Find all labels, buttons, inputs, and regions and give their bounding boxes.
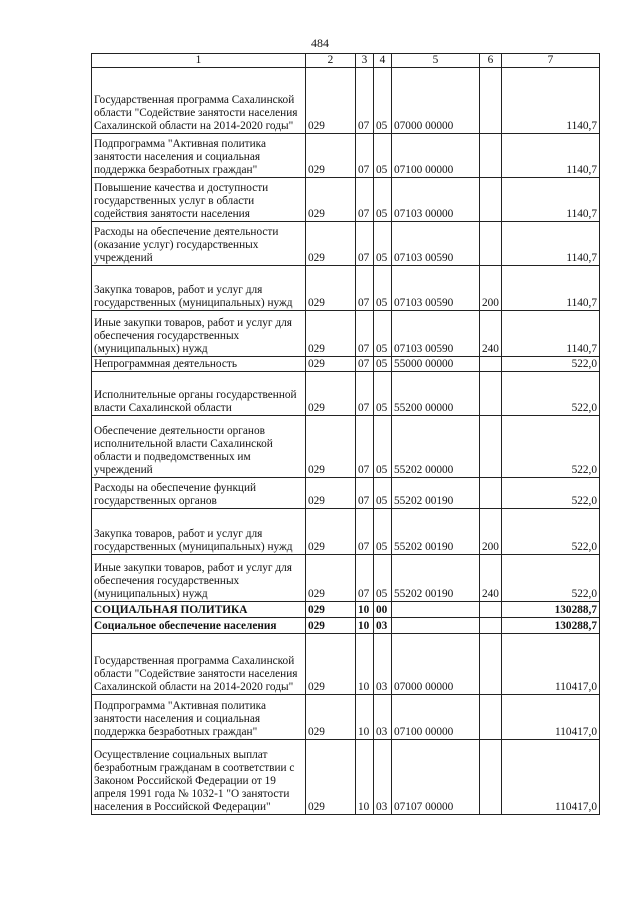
row-target-article: 07103 00590 [392, 222, 480, 266]
table-row [92, 357, 600, 372]
row-expense-type [480, 178, 502, 222]
row-name: Осуществление социальных выплат безработным гражданам в соответствии с Законом Российской Федерации от 19 апреля 1991 года № 1032-1 "О занятости населения в Российской Федерации" [92, 740, 306, 815]
row-subsection-code: 05 [374, 134, 392, 178]
page-number: 484 [311, 36, 329, 50]
row-target-article: 07103 00000 [392, 178, 480, 222]
row-name: Обеспечение деятельности органов исполнительной власти Сахалинской области и подведомственных им учреждений [92, 416, 306, 478]
table-row [92, 602, 600, 618]
row-ved-code: 029 [306, 695, 356, 740]
row-amount: 522,0 [502, 357, 600, 372]
row-subsection-code: 05 [374, 555, 392, 602]
row-target-article: 07000 00000 [392, 68, 480, 134]
table-row [92, 740, 600, 815]
row-section-code: 10 [356, 695, 374, 740]
row-amount: 130288,7 [502, 618, 600, 634]
row-ved-code: 029 [306, 372, 356, 416]
row-expense-type [480, 602, 502, 618]
row-expense-type [480, 222, 502, 266]
row-subsection-code: 05 [374, 478, 392, 509]
row-target-article: 07100 00000 [392, 134, 480, 178]
row-subsection-code: 05 [374, 416, 392, 478]
row-section-code: 07 [356, 68, 374, 134]
row-ved-code: 029 [306, 602, 356, 618]
row-ved-code: 029 [306, 509, 356, 555]
row-expense-type [480, 357, 502, 372]
row-target-article: 55202 00190 [392, 478, 480, 509]
row-name: Государственная программа Сахалинской области "Содействие занятости населения Сахалинской области на 2014-2020 годы" [92, 68, 306, 134]
row-expense-type [480, 134, 502, 178]
row-subsection-code: 03 [374, 740, 392, 815]
row-section-code: 10 [356, 634, 374, 695]
row-section-code: 10 [356, 602, 374, 618]
row-target-article: 55202 00190 [392, 509, 480, 555]
header-col-7: 7 [502, 54, 600, 68]
row-section-code: 07 [356, 222, 374, 266]
row-amount: 1140,7 [502, 311, 600, 357]
row-expense-type [480, 68, 502, 134]
row-section-code: 07 [356, 357, 374, 372]
header-col-3: 3 [356, 54, 374, 68]
row-name: Социальное обеспечение населения [92, 618, 306, 634]
row-subsection-code: 05 [374, 178, 392, 222]
table-row [92, 416, 600, 478]
row-name: Повышение качества и доступности государственных услуг в области содействия занятости населения [92, 178, 306, 222]
row-amount: 1140,7 [502, 266, 600, 311]
row-target-article [392, 602, 480, 618]
row-expense-type [480, 740, 502, 815]
header-row [92, 54, 600, 68]
table-row [92, 618, 600, 634]
row-ved-code: 029 [306, 266, 356, 311]
row-section-code: 07 [356, 134, 374, 178]
row-ved-code: 029 [306, 68, 356, 134]
row-amount: 110417,0 [502, 634, 600, 695]
row-amount: 110417,0 [502, 695, 600, 740]
row-subsection-code: 05 [374, 266, 392, 311]
row-subsection-code: 03 [374, 634, 392, 695]
row-name: Подпрограмма "Активная политика занятости населения и социальная поддержка безработных граждан" [92, 695, 306, 740]
row-section-code: 07 [356, 266, 374, 311]
budget-table [91, 53, 600, 815]
row-target-article: 07100 00000 [392, 695, 480, 740]
row-section-code: 07 [356, 509, 374, 555]
header-col-6: 6 [480, 54, 502, 68]
row-target-article: 07103 00590 [392, 311, 480, 357]
row-target-article: 55202 00190 [392, 555, 480, 602]
row-amount: 522,0 [502, 478, 600, 509]
header-col-5: 5 [392, 54, 480, 68]
row-ved-code: 029 [306, 134, 356, 178]
row-subsection-code: 05 [374, 372, 392, 416]
row-subsection-code: 05 [374, 311, 392, 357]
row-amount: 522,0 [502, 372, 600, 416]
row-amount: 1140,7 [502, 134, 600, 178]
row-ved-code: 029 [306, 222, 356, 266]
row-amount: 130288,7 [502, 602, 600, 618]
row-ved-code: 029 [306, 311, 356, 357]
row-amount: 522,0 [502, 509, 600, 555]
row-expense-type [480, 634, 502, 695]
row-target-article: 07000 00000 [392, 634, 480, 695]
row-name: СОЦИАЛЬНАЯ ПОЛИТИКА [92, 602, 306, 618]
row-target-article [392, 618, 480, 634]
row-amount: 1140,7 [502, 178, 600, 222]
row-target-article: 07103 00590 [392, 266, 480, 311]
row-expense-type: 200 [480, 266, 502, 311]
row-expense-type: 240 [480, 555, 502, 602]
row-subsection-code: 00 [374, 602, 392, 618]
row-name: Подпрограмма "Активная политика занятости населения и социальная поддержка безработных граждан" [92, 134, 306, 178]
row-ved-code: 029 [306, 178, 356, 222]
header-col-2: 2 [306, 54, 356, 68]
row-target-article: 55000 00000 [392, 357, 480, 372]
table-row [92, 68, 600, 134]
row-section-code: 07 [356, 416, 374, 478]
table-row [92, 134, 600, 178]
header-col-4: 4 [374, 54, 392, 68]
table-row [92, 478, 600, 509]
row-target-article: 55200 00000 [392, 372, 480, 416]
row-ved-code: 029 [306, 555, 356, 602]
row-subsection-code: 05 [374, 68, 392, 134]
row-name: Иные закупки товаров, работ и услуг для обеспечения государственных (муниципальных) нужд [92, 311, 306, 357]
row-section-code: 07 [356, 372, 374, 416]
row-amount: 110417,0 [502, 740, 600, 815]
row-amount: 1140,7 [502, 68, 600, 134]
row-expense-type: 200 [480, 509, 502, 555]
table-row [92, 695, 600, 740]
table-row [92, 372, 600, 416]
row-name: Закупка товаров, работ и услуг для государственных (муниципальных) нужд [92, 266, 306, 311]
table-row [92, 634, 600, 695]
row-amount: 522,0 [502, 416, 600, 478]
table-row [92, 266, 600, 311]
row-ved-code: 029 [306, 416, 356, 478]
row-section-code: 10 [356, 618, 374, 634]
row-subsection-code: 03 [374, 695, 392, 740]
row-amount: 522,0 [502, 555, 600, 602]
table-row [92, 178, 600, 222]
row-subsection-code: 05 [374, 222, 392, 266]
row-name: Иные закупки товаров, работ и услуг для обеспечения государственных (муниципальных) нужд [92, 555, 306, 602]
row-expense-type [480, 416, 502, 478]
table-body [92, 68, 600, 815]
table-row [92, 509, 600, 555]
row-subsection-code: 03 [374, 618, 392, 634]
row-ved-code: 029 [306, 740, 356, 815]
row-ved-code: 029 [306, 357, 356, 372]
row-expense-type: 240 [480, 311, 502, 357]
table-row [92, 222, 600, 266]
row-expense-type [480, 372, 502, 416]
row-ved-code: 029 [306, 618, 356, 634]
row-section-code: 07 [356, 478, 374, 509]
table-row [92, 311, 600, 357]
row-name: Государственная программа Сахалинской области "Содействие занятости населения Сахалинской области на 2014-2020 годы" [92, 634, 306, 695]
row-section-code: 07 [356, 178, 374, 222]
row-section-code: 10 [356, 740, 374, 815]
row-target-article: 07107 00000 [392, 740, 480, 815]
row-name: Непрограммная деятельность [92, 357, 306, 372]
row-expense-type [480, 695, 502, 740]
header-col-1: 1 [92, 54, 306, 68]
row-ved-code: 029 [306, 634, 356, 695]
row-name: Закупка товаров, работ и услуг для государственных (муниципальных) нужд [92, 509, 306, 555]
row-expense-type [480, 478, 502, 509]
row-expense-type [480, 618, 502, 634]
row-section-code: 07 [356, 555, 374, 602]
row-subsection-code: 05 [374, 357, 392, 372]
row-name: Расходы на обеспечение функций государственных органов [92, 478, 306, 509]
table-row [92, 555, 600, 602]
row-name: Исполнительные органы государственной власти Сахалинской области [92, 372, 306, 416]
row-target-article: 55202 00000 [392, 416, 480, 478]
row-subsection-code: 05 [374, 509, 392, 555]
row-amount: 1140,7 [502, 222, 600, 266]
row-section-code: 07 [356, 311, 374, 357]
row-ved-code: 029 [306, 478, 356, 509]
row-name: Расходы на обеспечение деятельности (оказание услуг) государственных учреждений [92, 222, 306, 266]
